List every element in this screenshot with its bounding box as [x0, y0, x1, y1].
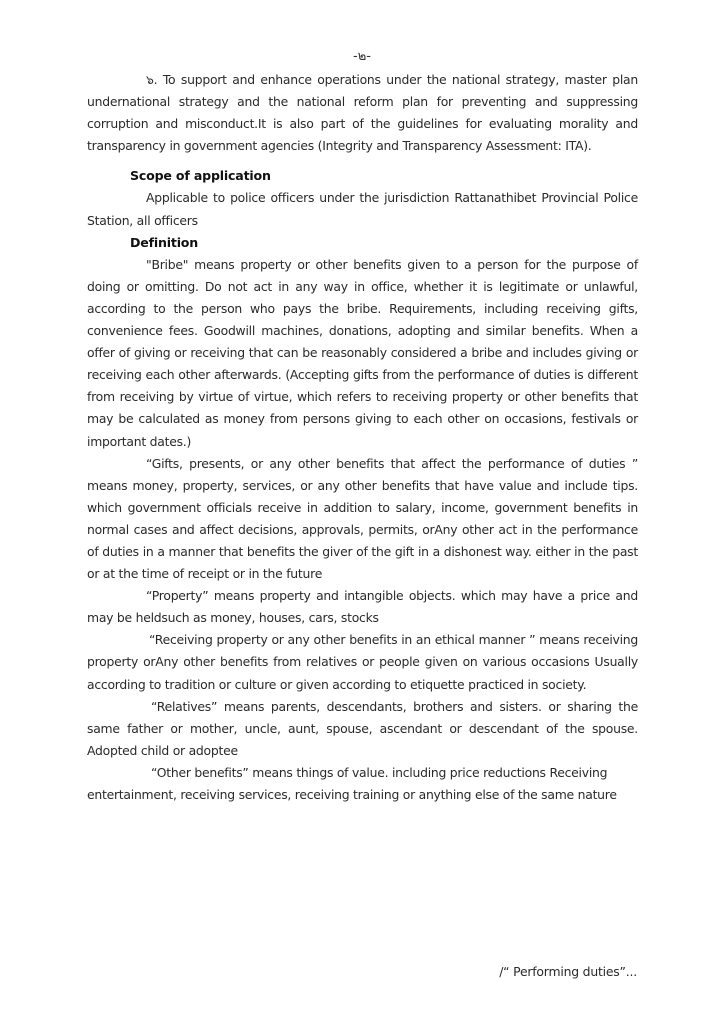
- definition-gifts: “Gifts, presents, or any other benefits that affect the performance of duties ” means money, property, services, or any other benefits that have value and include tips. which government officials receive in addition to salary, income, government benefits in normal cases and affect decisions, approvals, permits, orAny other act in the performance of duties in a manner that benefits the giver of the gift in a dishonest way. either in the past or at the time of receipt or in the future: [87, 455, 638, 582]
- scope-paragraph: Applicable to police officers under the jurisdiction Rattanathibet Provincial Police Station, all officers: [87, 190, 638, 228]
- item-paragraph: [87, 69, 638, 157]
- definition-property: “Property” means property and intangible objects. which may have a price and may be heldsuch as money, houses, cars, stocks: [87, 588, 638, 626]
- other-benefits-line2: entertainment, receiving services, receiving training or anything else of the same nature: [87, 787, 617, 802]
- item-number: ๖.: [146, 72, 158, 87]
- definition-other-benefits: [87, 762, 638, 806]
- scope-heading: Scope of application: [130, 168, 271, 184]
- definition-heading: Definition: [130, 234, 199, 250]
- other-benefits-line1: “Other benefits” means things of value. including price reductions Receiving: [151, 764, 608, 780]
- definition-ethical-receiving: “Receiving property or any other benefits in an ethical manner ” means receiving property orAny other benefits from relatives or people given on various occasions Usually according to tradition or culture or given according to etiquette practiced in society.: [87, 632, 638, 692]
- item-text: To support and enhance operations under the national strategy, master plan undernational strategy and the national reform plan for preventing and suppressing corruption and misconduct.It is also part of the guidelines for evaluating morality and transparency in government agencies (Integrity and Transparency Assessment: ITA).: [87, 72, 638, 154]
- continuation-marker: /“ Performing duties”...: [499, 964, 637, 979]
- page-number: -๒-: [353, 49, 371, 64]
- definition-relatives: “Relatives” means parents, descendants, brothers and sisters. or sharing the same father or mother, uncle, aunt, spouse, ascendant or descendant of the spouse. Adopted child or adoptee: [87, 698, 638, 758]
- definition-bribe: "Bribe" means property or other benefits given to a person for the purpose of doing or omitting. Do not act in any way in office, whether it is legitimate or unlawful, according to the person who pays the bribe. Requirements, including receiving gifts, convenience fees. Goodwill machines, donations, adopting and similar benefits. When a offer of giving or receiving that can be reasonably considered a bribe and includes giving or receiving each other afterwards. (Accepting gifts from the performance of duties is different from receiving by virtue of virtue, which refers to receiving property or other benefits that may be calculated as money from persons giving to each other on occasions, festivals or important dates.): [87, 256, 638, 449]
- document-body: [87, 69, 638, 806]
